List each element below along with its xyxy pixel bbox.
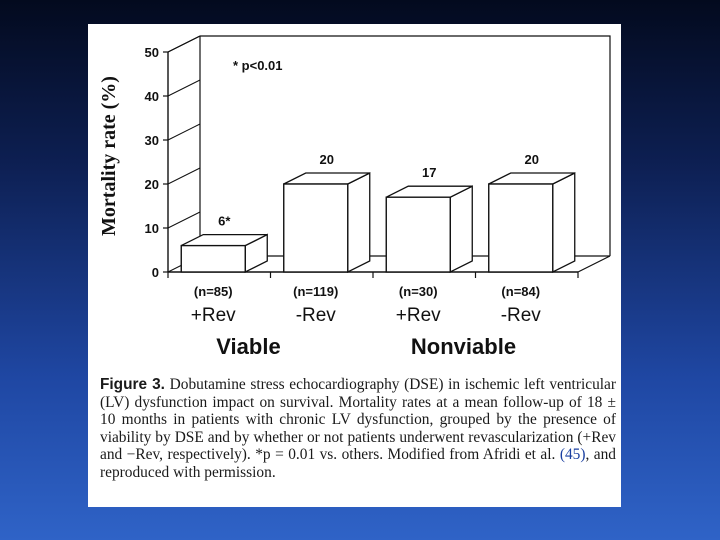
y-tick-label: 30 bbox=[144, 133, 159, 148]
n-count-label: (n=30) bbox=[398, 284, 438, 299]
bar-value-label: 17 bbox=[422, 165, 437, 181]
figure-caption bbox=[100, 376, 616, 482]
group-label: Viable bbox=[216, 334, 281, 354]
category-label: +Rev bbox=[395, 305, 441, 326]
bar bbox=[181, 235, 267, 272]
bar bbox=[489, 173, 575, 272]
bar-value-label: 6* bbox=[218, 213, 231, 229]
caption-text: Dobutamine stress echocardiography (DSE) in ischemic left ventricular (LV) dysfunction impact on survival. Mortality rates at a mean follow-up of 18 ± 10 months in patients with chronic LV dysfunction, grouped by the presence of viability by DSE and by whether or not patients underwent revascularization (+Rev and −Rev, respectively). *p = 0.01 vs. others. Modified from Afridi et al. bbox=[100, 376, 616, 464]
y-depth-line bbox=[168, 80, 200, 96]
group-labels bbox=[216, 334, 516, 354]
y-tick-label: 0 bbox=[151, 265, 159, 280]
bar bbox=[284, 173, 370, 272]
bar-front-face bbox=[386, 197, 450, 272]
y-tick-label: 20 bbox=[144, 177, 159, 192]
n-count-label: (n=84) bbox=[501, 284, 541, 299]
caption-label: Figure 3. bbox=[100, 376, 165, 393]
y-axis-label: Mortality rate (%) bbox=[98, 76, 120, 236]
caption-tail: , and reproduced with permission. bbox=[100, 446, 616, 481]
bar-chart bbox=[88, 24, 621, 354]
figure-panel bbox=[88, 24, 621, 507]
y-tick-labels bbox=[145, 45, 159, 280]
bar-front-face bbox=[181, 246, 245, 272]
caption-reference-link[interactable]: (45) bbox=[559, 446, 586, 464]
n-count-label: (n=119) bbox=[293, 284, 339, 299]
bar-side-face bbox=[450, 186, 472, 272]
x-category-labels bbox=[191, 284, 541, 326]
n-count-label: (n=85) bbox=[193, 284, 233, 299]
bar-front-face bbox=[489, 184, 553, 272]
bar-value-label: 20 bbox=[319, 152, 334, 167]
bar-side-face bbox=[553, 173, 575, 272]
bar-side-face bbox=[348, 173, 370, 272]
bar bbox=[386, 186, 472, 272]
category-label: -Rev bbox=[500, 305, 541, 326]
chart-bars bbox=[181, 152, 575, 272]
bar-front-face bbox=[284, 184, 348, 272]
category-label: -Rev bbox=[295, 305, 336, 326]
y-tick-label: 10 bbox=[144, 221, 159, 236]
bar-value-label: 20 bbox=[524, 152, 539, 167]
y-depth-line bbox=[168, 124, 200, 140]
floor-right-edge bbox=[578, 256, 610, 272]
y-depth-line bbox=[168, 36, 200, 52]
group-label: Nonviable bbox=[410, 334, 517, 354]
y-depth-line bbox=[168, 212, 200, 228]
y-tick-label: 40 bbox=[144, 89, 159, 104]
y-depth-line bbox=[168, 168, 200, 184]
y-tick-label: 50 bbox=[144, 45, 159, 60]
category-label: +Rev bbox=[190, 305, 236, 326]
significance-annotation: * p<0.01 bbox=[233, 58, 283, 73]
